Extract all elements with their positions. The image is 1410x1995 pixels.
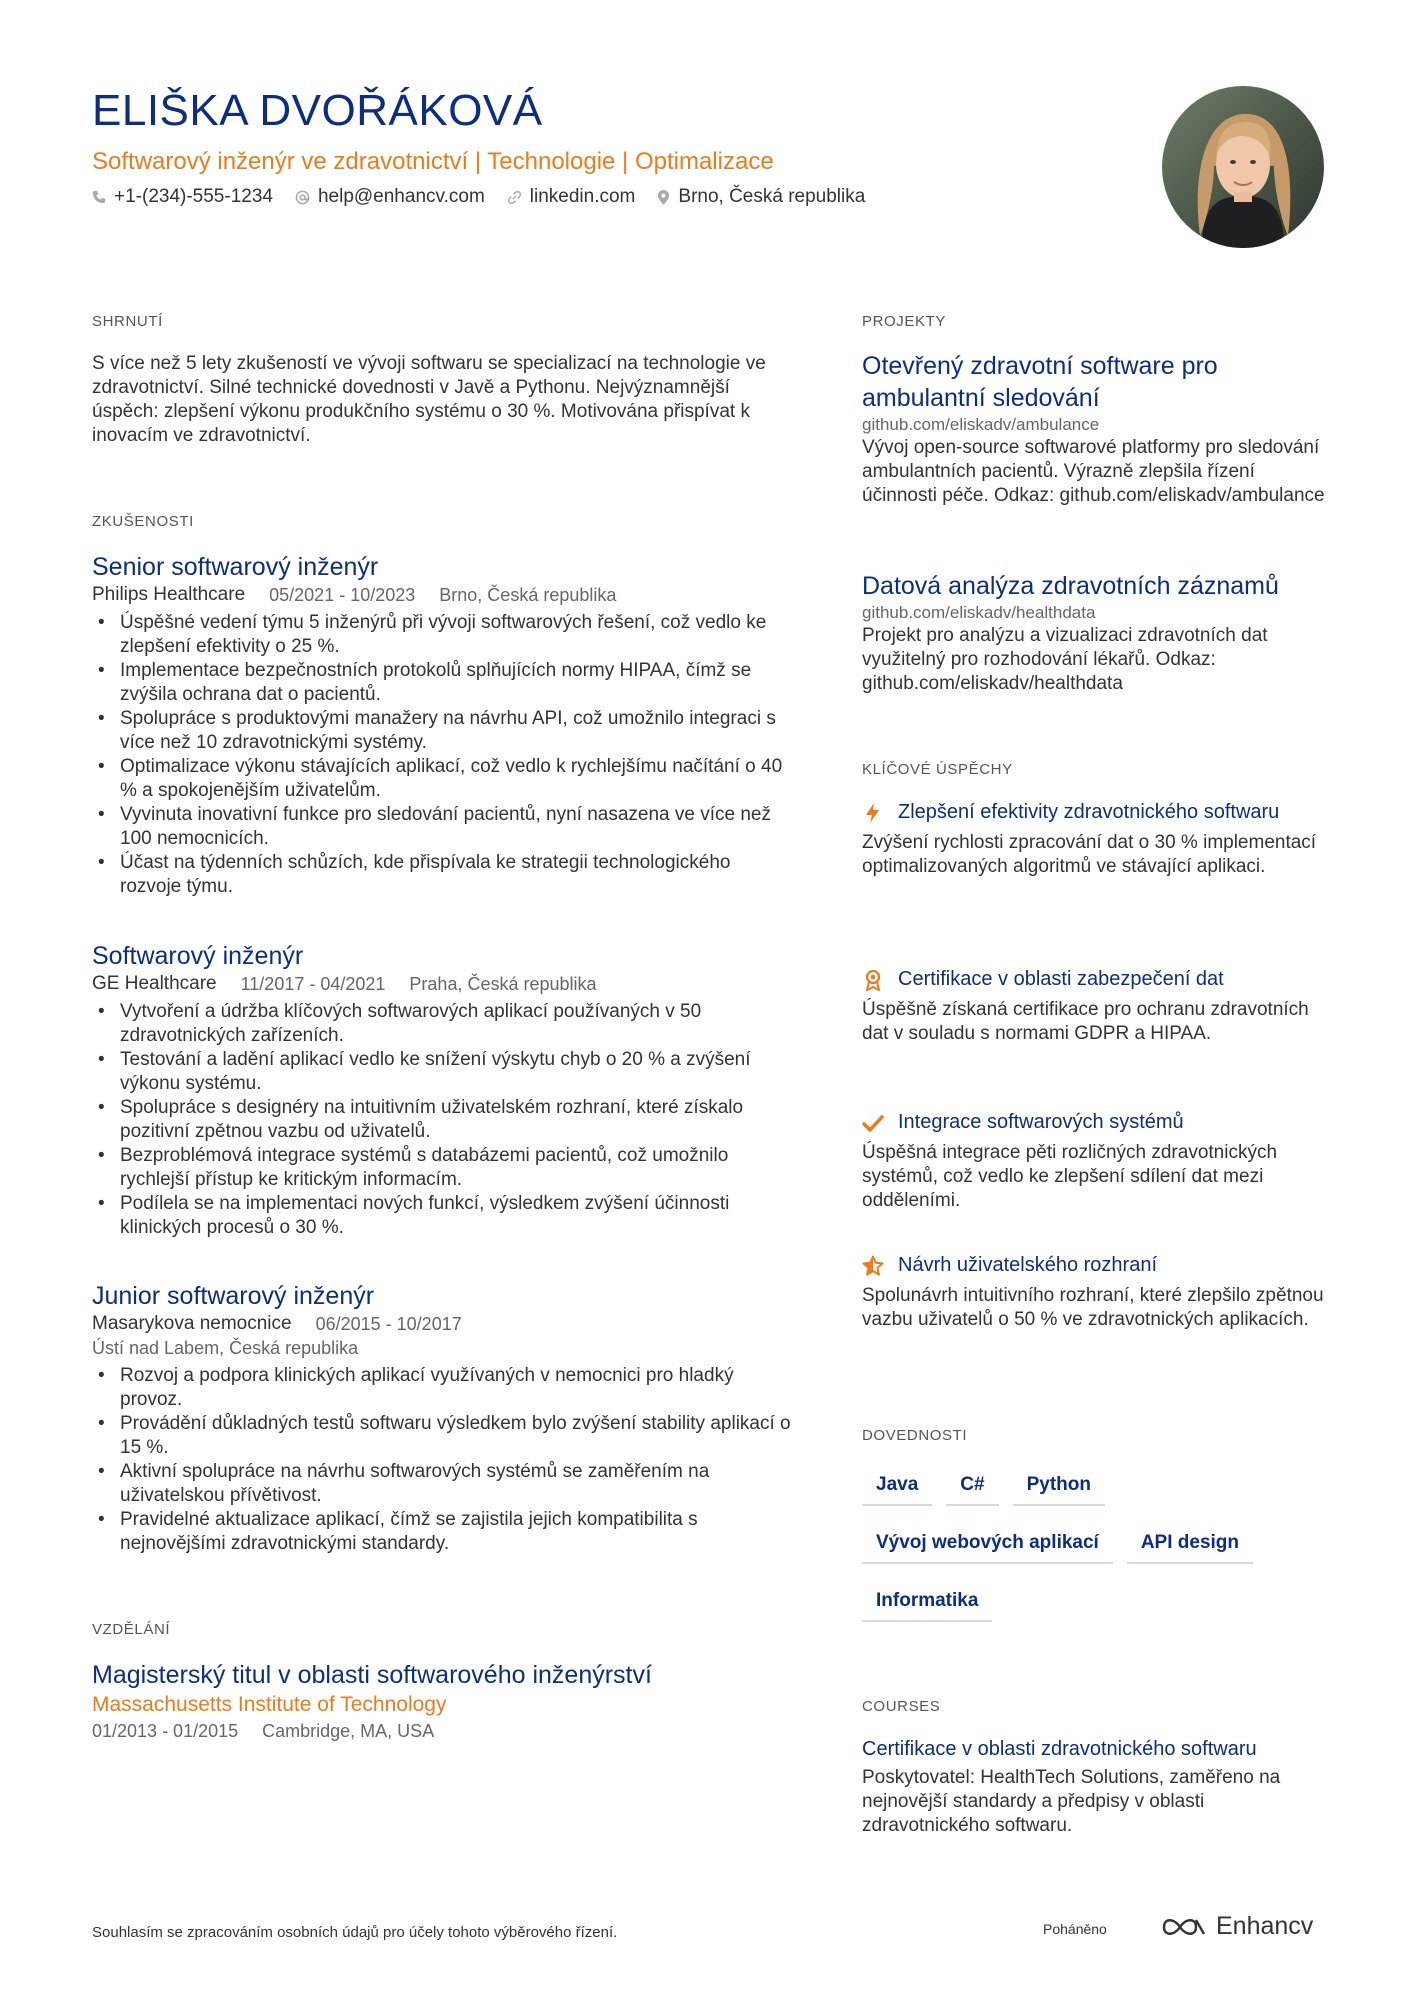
achievement-entry: [862, 800, 1332, 879]
job-company: GE Healthcare: [92, 973, 217, 994]
project-link[interactable]: github.com/eliskadv/healthdata: [862, 603, 1096, 622]
job-location: Brno, Česká republika: [439, 585, 617, 605]
achievement-description: Úspěšně získaná certifikace pro ochranu zdravotních dat v souladu s normami GDPR a HIPAA.: [862, 999, 1309, 1044]
job-location: Ústí nad Labem, Česká republika: [92, 1338, 359, 1358]
bullet-item: • Vyvinuta inovativní funkce pro sledování pacientů, nyní nasazena ve více než 100 nemocnicích.: [92, 803, 792, 851]
achievement-description: Zvýšení rychlosti zpracování dat o 30 % implementací optimalizovaných algoritmů ve stávající aplikaci.: [862, 832, 1317, 877]
course-title: Certifikace v oblasti zdravotnického softwaru: [862, 1738, 1257, 1760]
project-entry: [862, 570, 1332, 696]
skill-tag: API design: [1127, 1532, 1253, 1564]
courses-heading: COURSES: [862, 1698, 941, 1715]
phone-text: +1-(234)-555-1234: [114, 186, 273, 207]
project-description: Projekt pro analýzu a vizualizaci zdravotních dat využitelný pro rozhodování lékařů. Odkaz: github.com/eliskadv/healthdata: [862, 625, 1268, 694]
experience-heading: ZKUŠENOSTI: [92, 513, 194, 530]
location-pin-icon: [657, 190, 670, 205]
skill-tag: Informatika: [862, 1590, 992, 1622]
job-company: Philips Healthcare: [92, 584, 246, 605]
education-dates: 01/2013 - 01/2015: [92, 1721, 239, 1741]
project-title: Otevřený zdravotní software pro ambulantní sledování: [862, 352, 1218, 412]
job-company: Masarykova nemocnice: [92, 1313, 292, 1334]
bullet-item: • Podílela se na implementaci nových funkcí, výsledkem zvýšení účinnosti klinických procesů o 30 %.: [92, 1192, 792, 1240]
job-dates: 11/2017 - 04/2021: [240, 974, 386, 994]
skill-tag: Python: [1013, 1474, 1105, 1506]
bullet-item: • Účast na týdenních schůzích, kde přispívala ke strategii technologického rozvoje týmu.: [92, 851, 792, 899]
job-dates: 05/2021 - 10/2023: [269, 585, 416, 605]
job-title: Junior softwarový inženýr: [92, 1282, 375, 1310]
achievement-title: Certifikace v oblasti zabezpečení dat: [898, 968, 1224, 990]
skill-tag: C#: [946, 1474, 998, 1506]
email-text: help@enhancv.com: [317, 186, 485, 207]
lightning-icon: [862, 802, 884, 824]
job-meta: [92, 1312, 792, 1336]
contact-phone[interactable]: [92, 186, 273, 208]
candidate-name: ELIŠKA DVOŘÁKOVÁ: [92, 86, 543, 135]
bullet-item: • Spolupráce s produktovými manažery na návrhu API, což umožnilo integraci s více než 10 zdravotnickými systémy.: [92, 707, 792, 755]
job-entry: [92, 1280, 792, 1556]
bullet-item: • Rozvoj a podpora klinických aplikací využívaných v nemocnici pro hladký provoz.: [92, 1364, 792, 1412]
skills-heading: DOVEDNOSTI: [862, 1427, 968, 1444]
course-entry: [862, 1737, 1332, 1838]
job-bullets: [92, 1000, 792, 1240]
skill-tag: Java: [862, 1474, 932, 1506]
summary-heading: SHRNUTÍ: [92, 313, 163, 330]
skills-list: [862, 1474, 1332, 1648]
candidate-subtitle: Softwarový inženýr ve zdravotnictví | Technologie | Optimalizace: [92, 148, 774, 175]
check-icon: [862, 1112, 884, 1134]
linkedin-text: linkedin.com: [529, 186, 636, 207]
job-bullets: [92, 611, 792, 899]
location-text: Brno, Česká republika: [678, 186, 866, 207]
education-heading: VZDĚLÁNÍ: [92, 1621, 171, 1638]
contact-bar: [92, 186, 887, 208]
contact-email[interactable]: [295, 186, 485, 208]
bullet-item: • Spolupráce s designéry na intuitivním uživatelském rozhraní, které získalo pozitivní zpětnou vazbu od uživatelů.: [92, 1096, 792, 1144]
achievement-title: Integrace softwarových systémů: [898, 1111, 1184, 1133]
profile-photo: [1162, 86, 1324, 248]
bullet-item: • Optimalizace výkonu stávajících aplikací, což vedlo k rychlejšímu načítání o 40 % a spokojenějším uživatelům.: [92, 755, 792, 803]
link-icon: [507, 190, 522, 205]
job-title: Softwarový inženýr: [92, 942, 304, 970]
achievement-title: Návrh uživatelského rozhraní: [898, 1254, 1158, 1276]
job-meta: [92, 972, 792, 996]
bullet-item: • Pravidelné aktualizace aplikací, čímž se zajistila jejich kompatibilita s nejnovějšími zdravotnickými standardy.: [92, 1508, 792, 1556]
project-entry: [862, 350, 1332, 508]
bullet-item: • Vytvoření a údržba klíčových softwarových aplikací používaných v 50 zdravotnických zařízeních.: [92, 1000, 792, 1048]
footer-consent: Souhlasím se zpracováním osobních údajů pro účely tohoto výběrového řízení.: [92, 1924, 618, 1941]
contact-location: [657, 186, 865, 208]
bullet-item: • Testování a ladění aplikací vedlo ke snížení výskytu chyb o 20 % a zvýšení výkonu systému.: [92, 1048, 792, 1096]
at-icon: [295, 190, 310, 205]
achievement-description: Spolunávrh intuitivního rozhraní, které zlepšilo zpětnou vazbu uživatelů o 50 % ve zdravotnických aplikacích.: [862, 1285, 1324, 1330]
education-meta: [92, 1719, 792, 1743]
job-entry: [92, 551, 792, 899]
education-location: Cambridge, MA, USA: [262, 1721, 435, 1741]
degree-title: Magisterský titul v oblasti softwarového inženýrství: [92, 1661, 652, 1689]
bullet-item: • Implementace bezpečnostních protokolů splňujících normy HIPAA, čímž se zvýšila ochrana dat o pacientů.: [92, 659, 792, 707]
achievements-heading: KLÍČOVÉ ÚSPĚCHY: [862, 761, 1013, 778]
job-dates: 06/2015 - 10/2017: [315, 1314, 462, 1334]
achievement-entry: [862, 967, 1332, 1046]
star-icon: [862, 1255, 884, 1277]
achievement-entry: [862, 1253, 1332, 1332]
course-description: Poskytovatel: HealthTech Solutions, zaměřeno na nejnovější standardy a předpisy v oblasti zdravotnického softwaru.: [862, 1767, 1281, 1836]
award-icon: [862, 969, 884, 991]
summary-text: S více než 5 lety zkušeností ve vývoji softwaru se specializací na technologie ve zdravotnictví. Silné technické dovednosti v Javě a Pythonu. Nejvýznamnější úspěch: zlepšení výkonu produkčního systému o 30 %. Motivována přispívat k inovacím ve zdravotnictví.: [92, 353, 766, 446]
bullet-item: • Bezproblémová integrace systémů s databázemi pacientů, což umožnilo rychlejší přístup ke kritickým informacím.: [92, 1144, 792, 1192]
contact-linkedin[interactable]: [507, 186, 636, 208]
achievement-entry: [862, 1110, 1332, 1213]
job-bullets: [92, 1364, 792, 1556]
job-title: Senior softwarový inženýr: [92, 553, 379, 581]
achievement-title: Zlepšení efektivity zdravotnického softwaru: [898, 801, 1280, 823]
skill-tag: Vývoj webových aplikací: [862, 1532, 1113, 1564]
job-meta: [92, 583, 792, 607]
project-description: Vývoj open-source softwarové platformy pro sledování ambulantních pacientů. Výrazně zlepšila řízení účinnosti péče. Odkaz: github.com/eliskadv/ambulance: [862, 437, 1325, 506]
project-link[interactable]: github.com/eliskadv/ambulance: [862, 415, 1100, 434]
footer-powered: Poháněno: [1043, 1921, 1107, 1937]
bullet-item: • Aktivní spolupráce na návrhu softwarových systémů se zaměřením na uživatelskou přívětivost.: [92, 1460, 792, 1508]
education-entry: [92, 1659, 792, 1743]
project-title: Datová analýza zdravotních záznamů: [862, 572, 1279, 600]
school-name: Massachusetts Institute of Technology: [92, 1693, 447, 1716]
bullet-item: • Provádění důkladných testů softwaru výsledkem bylo zvýšení stability aplikací o 15 %.: [92, 1412, 792, 1460]
job-entry: [92, 940, 792, 1240]
bullet-item: • Úspěšné vedení týmu 5 inženýrů při vývoji softwarových řešení, což vedlo ke zlepšení efektivity o 25 %.: [92, 611, 792, 659]
phone-icon: [92, 190, 106, 204]
job-location: Praha, Česká republika: [409, 974, 597, 994]
projects-heading: PROJEKTY: [862, 313, 946, 330]
enhancv-brand-text: Enhancv: [1216, 1912, 1314, 1940]
enhancv-logo[interactable]: [1160, 1912, 1313, 1941]
achievement-description: Úspěšná integrace pěti rozličných zdravotnických systémů, což vedlo ke zlepšení sdílení dat mezi odděleními.: [862, 1142, 1278, 1211]
enhancv-logo-icon: [1160, 1914, 1210, 1940]
